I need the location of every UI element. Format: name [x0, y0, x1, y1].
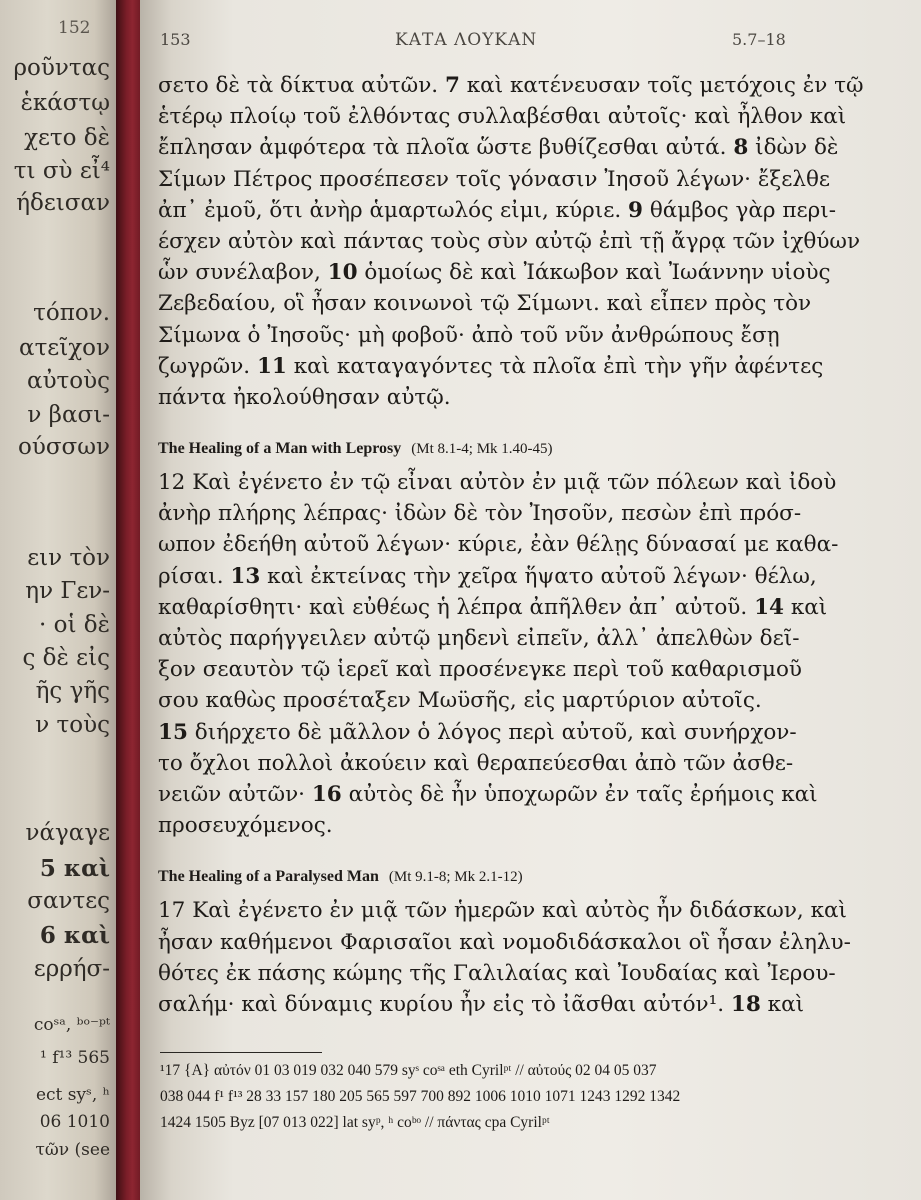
text-segment: καὶ [783, 594, 828, 620]
left-page-note: coˢᵃ, ᵇᵒ⁻ᵖᵗ [33, 1015, 110, 1035]
text-line [158, 467, 837, 498]
section-parallel-references: (Mt 8.1-4; Mk 1.40-45) [411, 441, 553, 458]
text-line [158, 288, 812, 319]
text-line [158, 748, 794, 779]
text-segment: καὶ ἐκτείνας τὴν χεῖρα ἥψατο αὐτοῦ λέγων· θέλω, [260, 563, 817, 589]
text-segment: θότες ἐκ πάσης κώμης τῆς Γαλιλαίας καὶ Ἰουδαίας καὶ Ἰερου- [158, 960, 836, 986]
left-page-line: τόπον. [33, 300, 110, 326]
text-segment: αὐτὸς δὲ ἦν ὑποχωρῶν ἐν ταῖς ἐρήμοις καὶ [341, 781, 818, 807]
text-segment: ἦσαν καθήμενοι Φαρισαῖοι καὶ νομοδιδάσκαλοι οἳ ἦσαν ἐληλυ- [158, 929, 851, 955]
left-page-line: ειν τὸν [27, 545, 110, 571]
left-page-line: 6 καὶ [39, 922, 110, 949]
section-heading [158, 861, 788, 891]
text-line [158, 382, 788, 413]
text-line [158, 351, 824, 382]
text-line [158, 654, 802, 685]
text-line [158, 958, 836, 989]
text-line [158, 989, 805, 1020]
footnote-rule [160, 1052, 322, 1053]
text-line [158, 927, 851, 958]
text-segment: ζωγρῶν. [158, 353, 257, 379]
text-segment: Σίμωνα ὁ Ἰησοῦς· μὴ φοβοῦ· ἀπὸ τοῦ νῦν ἀνθρώπους ἔσῃ [158, 322, 780, 348]
text-segment: ὁμοίως δὲ καὶ Ἰάκωβον καὶ Ἰωάννην υἱοὺς [357, 260, 831, 286]
running-title: ΚΑΤΑ ΛΟΥΚΑΝ [395, 30, 538, 50]
left-page-line: ν βασι- [27, 402, 110, 428]
verse-number: 14 [754, 594, 784, 620]
verse-number: 18 [730, 991, 761, 1017]
text-segment: 12 Καὶ ἐγένετο ἐν τῷ εἶναι αὐτὸν ἐν μιᾷ τῶν πόλεων καὶ ἰδοὺ [158, 470, 837, 496]
text-line [158, 132, 839, 163]
section-heading [158, 433, 788, 463]
section-heading-title: The Healing of a Paralysed Man [158, 868, 379, 886]
footnote-line: 038 044 f¹ f¹³ 28 33 157 180 205 565 597 700 892 1006 1010 1071 1243 1292 1342 [160, 1088, 681, 1105]
text-segment: σαλήμ· καὶ δύναμις κυρίου ἦν εἰς τὸ ἰᾶσθαι αὐτόν¹. [158, 991, 731, 1017]
footnote-line: 1424 1505 Byz [07 013 022] lat syᵖ, ʰ coᵇᵒ // πάντας cpa Cyrilᵖᵗ [160, 1114, 550, 1131]
left-page-line: ούσσων [18, 434, 110, 460]
text-segment: διήρχετο δὲ μᾶλλον ὁ λόγος περὶ αὐτοῦ, καὶ συνήρχον- [187, 719, 797, 745]
verse-number: 10 [327, 260, 358, 286]
text-segment: καὶ [760, 991, 805, 1017]
main-text [158, 70, 864, 1020]
text-segment: ἀπ᾽ ἐμοῦ, ὅτι ἀνὴρ ἁμαρτωλός εἰμι, κύριε. [158, 197, 629, 223]
text-line [158, 895, 847, 926]
verse-number: 9 [628, 197, 643, 223]
text-line [158, 101, 847, 132]
text-segment: ἀνὴρ πλήρης λέπρας· ἰδὼν δὲ τὸν Ἰησοῦν, πεσὼν ἐπὶ πρόσ- [158, 501, 802, 527]
left-page-line: · οἱ δὲ [39, 612, 110, 638]
left-page-note: 06 1010 [39, 1112, 110, 1132]
footnote-apparatus [160, 1058, 790, 1136]
text-segment: πάντα ἠκολούθησαν αὐτῷ. [158, 384, 451, 410]
text-segment: ρίσαι. [158, 563, 231, 589]
text-segment: ωπον ἐδεήθη αὐτοῦ λέγων· κύριε, ἐὰν θέλῃς δύνασαί με καθα- [158, 532, 839, 558]
section-heading-title: The Healing of a Man with Leprosy [158, 440, 402, 458]
left-page-line: αὐτοὺς [27, 368, 110, 394]
text-line [158, 592, 828, 623]
text-segment: νειῶν αὐτῶν· [158, 781, 312, 807]
left-page-line: ς δὲ εἰς [22, 645, 110, 671]
left-page-line: ατεῖχον [19, 335, 110, 361]
text-segment: ξον σεαυτὸν τῷ ἱερεῖ καὶ προσένεγκε περὶ τοῦ καθαρισμοῦ [158, 657, 802, 683]
left-page-note: τῶν (see [35, 1140, 110, 1160]
text-line [158, 257, 831, 288]
verse-number: 8 [733, 135, 749, 161]
left-page-note: ect syˢ, ʰ [35, 1085, 110, 1105]
text-segment: προσευχόμενος. [158, 813, 333, 839]
text-segment: αὐτὸς παρήγγειλεν αὐτῷ μηδενὶ εἰπεῖν, ἀλλ᾽ ἀπελθὼν δεῖ- [158, 626, 800, 651]
text-line [158, 70, 864, 101]
text-segment: το ὄχλοι πολλοὶ ἀκούειν καὶ θεραπεύεσθαι ἀπὸ τῶν ἀσθε- [158, 750, 794, 776]
text-segment: 17 Καὶ ἐγένετο ἐν μιᾷ τῶν ἡμερῶν καὶ αὐτὸς ἦν διδάσκων, καὶ [158, 898, 847, 924]
text-segment: θάμβος γὰρ περι- [643, 197, 836, 223]
left-page-note: ¹ f¹³ 565 [40, 1048, 110, 1068]
text-line [158, 320, 788, 351]
text-segment: ἑτέρῳ πλοίῳ τοῦ ἐλθόντας συλλαβέσθαι αὐτοῖς· καὶ ἦλθον καὶ [158, 104, 847, 130]
text-line [158, 810, 788, 841]
verse-number: 13 [230, 563, 261, 589]
text-segment: έσχεν αὐτὸν καὶ πάντας τοὺς σὺν αὐτῷ ἐπὶ τῇ ἄγρᾳ τῶν ἰχθύων [158, 228, 861, 254]
verse-number: 7 [444, 73, 460, 98]
left-page-number: 152 [58, 18, 91, 38]
left-page-line: ερρήσ- [33, 956, 110, 982]
left-page-line: χετο δὲ [24, 125, 110, 151]
text-line [158, 529, 839, 560]
text-line [158, 561, 817, 592]
text-segment: Ζεβεδαίου, οἳ ἦσαν κοινωνοὶ τῷ Σίμωνι. καὶ εἶπεν πρὸς τὸν [158, 291, 812, 317]
verse-number: 11 [256, 353, 287, 379]
text-line [158, 164, 831, 195]
footnote-line: ¹17 {A} αὐτόν 01 03 019 032 040 579 syˢ coˢᵃ eth Cyrilᵖᵗ // αὐτούς 02 04 05 037 [160, 1062, 657, 1079]
left-page-line: νάγαγε [25, 820, 110, 846]
text-line [158, 498, 802, 529]
verse-number: 16 [311, 781, 342, 807]
text-segment: σου καθὼς προσέταξεν Μωϋσῆς, εἰς μαρτύριον αὐτοῖς. [158, 688, 762, 714]
left-page-line: ήδεισαν [16, 190, 110, 216]
text-segment: σετο δὲ τὰ δίκτυα αὐτῶν. [158, 73, 445, 98]
text-segment: Σίμων Πέτρος προσέπεσεν τοῖς γόνασιν Ἰησοῦ λέγων· ἔξελθε [158, 166, 831, 192]
page-number: 153 [160, 30, 191, 49]
text-segment: καὶ κατένευσαν τοῖς μετόχοις ἐν τῷ [459, 73, 864, 98]
verse-number: 15 [158, 719, 188, 745]
text-segment: καθαρίσθητι· καὶ εὐθέως ἡ λέπρα ἀπῆλθεν ἀπ᾽ αὐτοῦ. [158, 594, 755, 620]
text-line [158, 195, 836, 226]
text-segment: ὧν συνέλαβον, [158, 260, 328, 286]
left-page-line: τι σὺ εἶ⁴ [13, 158, 110, 184]
text-line [158, 717, 797, 748]
left-page-line: ἑκάστῳ [20, 90, 110, 116]
text-segment: καὶ καταγαγόντες τὰ πλοῖα ἐπὶ τὴν γῆν ἀφέντες [286, 353, 824, 379]
text-line [158, 226, 861, 257]
text-segment: ἰδὼν δὲ [748, 135, 839, 161]
text-segment: ἔπλησαν ἀμφότερα τὰ πλοῖα ὥστε βυθίζεσθαι αὐτά. [158, 135, 734, 161]
left-page-line: ν τοὺς [35, 712, 110, 738]
chapter-verse-range: 5.7–18 [732, 30, 786, 49]
text-line [158, 623, 800, 654]
text-line [158, 685, 788, 716]
left-page-line: 5 καὶ [39, 855, 110, 882]
right-page [140, 0, 921, 1200]
section-parallel-references: (Mt 9.1-8; Mk 2.1-12) [388, 869, 523, 886]
text-line [158, 779, 818, 810]
facing-left-page [0, 0, 118, 1200]
left-page-line: ροῦντας [13, 55, 110, 81]
left-page-line: ην Γεν- [25, 578, 110, 604]
left-page-line: ῆς γῆς [35, 678, 110, 704]
left-page-line: σαντες [27, 888, 110, 914]
